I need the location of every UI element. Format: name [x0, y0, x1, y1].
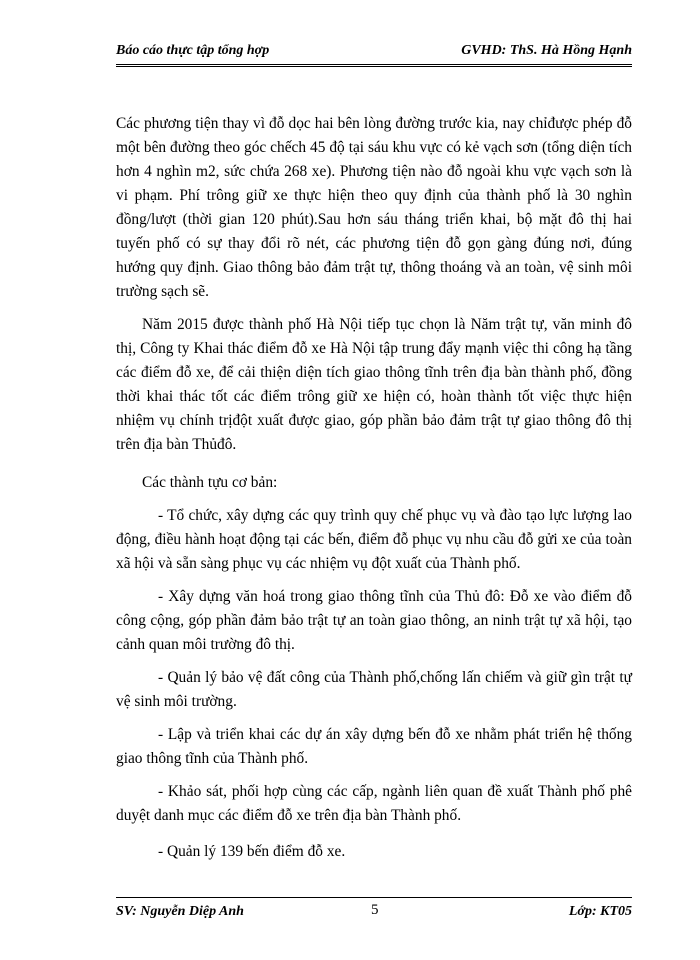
page-header — [116, 40, 632, 67]
list-item: - Lập và triển khai các dự án xây dựng bến đỗ xe nhằm phát triển hệ thống giao thông tĩnh của Thành phố. — [116, 726, 632, 767]
page-footer — [116, 897, 632, 922]
student-name: SV: Nguyễn Diệp Anh — [116, 904, 244, 919]
list-item: - Khảo sát, phối hợp cùng các cấp, ngành liên quan đề xuất Thành phố phê duyệt danh mục các điểm đỗ xe trên địa bàn Thành phố. — [116, 783, 632, 824]
paragraph: Năm 2015 được thành phố Hà Nội tiếp tục chọn là Năm trật tự, văn minh đô thị, Công ty Khai thác điểm đỗ xe Hà Nội tập trung đẩy mạnh việc thi công hạ tầng các điểm đỗ xe, để cải thiện diện tích giao thông tĩnh trên địa bàn thành phố, đồng thời khai thác tốt các điểm trông giữ xe hiện có, hoàn thành tốt việc thực hiện nhiệm vụ chính trịđột xuất được giao, góp phần bảo đảm trật tự giao thông đô thị trên địa bàn Thủđô. — [116, 316, 632, 453]
page-number: 5 — [371, 902, 379, 918]
class-code: Lớp: KT05 — [568, 904, 632, 919]
list-item: - Tổ chức, xây dựng các quy trình quy chế phục vụ và đào tạo lực lượng lao động, điều hành hoạt động tại các bến, điểm đỗ phục vụ nhu cầu đỗ gửi xe của toàn xã hội và sẵn sàng phục vụ các nhiệm vụ đột xuất của Thành phố. — [116, 507, 632, 572]
paragraph: Các phương tiện thay vì đỗ dọc hai bên lòng đường trước kia, nay chỉđược phép đỗ một bên đường theo góc chếch 45 độ tại sáu khu vực có kẻ vạch sơn (tổng diện tích hơn 4 nghìn m2, sức chứa 268 xe). Phương tiện nào đỗ ngoài khu vực vạch sơn là vi phạm. Phí trông giữ xe thực hiện theo quy định của thành phố là 30 nghìn đồng/lượt (thời gian 120 phút).Sau hơn sáu tháng triển khai, bộ mặt đô thị hai tuyến phố có sự thay đổi rõ nét, các phương tiện đỗ gọn gàng đúng nơi, đúng hướng quy định. Giao thông bảo đảm trật tự, thông thoáng và an toàn, vệ sinh môi trường sạch sẽ. — [116, 115, 632, 300]
supervisor-name: GVHD: ThS. Hà Hồng Hạnh — [461, 43, 632, 58]
list-item: - Quản lý bảo vệ đất công của Thành phố,chống lấn chiếm và giữ gìn trật tự vệ sinh môi trường. — [116, 669, 632, 710]
list-item: - Quản lý 139 bến điểm đỗ xe. — [158, 843, 346, 860]
section-lead: Các thành tựu cơ bản: — [142, 474, 278, 491]
list-item: - Xây dựng văn hoá trong giao thông tĩnh của Thủ đô: Đỗ xe vào điểm đỗ công cộng, góp phần đảm bảo trật tự an toàn giao thông, an ninh trật tự xã hội, tạo cảnh quan môi trường đô thị. — [116, 588, 632, 653]
page-body — [116, 112, 632, 864]
report-title: Báo cáo thực tập tổng hợp — [116, 43, 270, 58]
